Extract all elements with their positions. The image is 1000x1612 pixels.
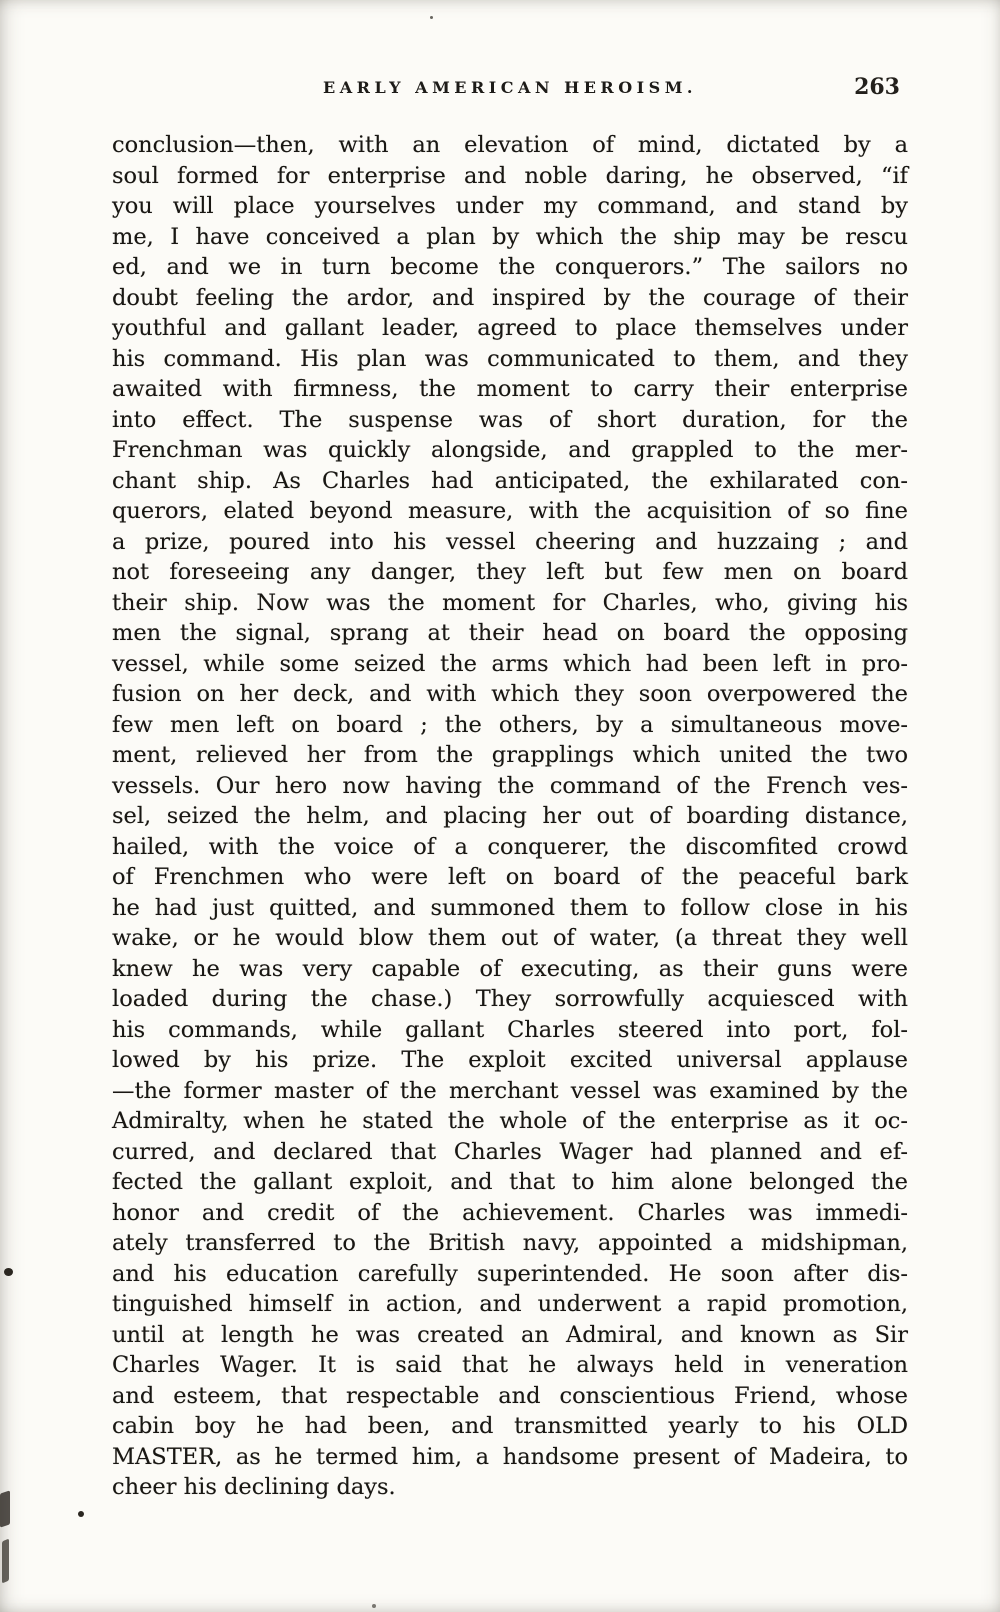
text-line: curred, and declared that Charles Wager had planned and ef- bbox=[112, 1138, 908, 1165]
text-line: few men left on board ; the others, by a simultaneous move- bbox=[112, 711, 908, 738]
text-line: knew he was very capable of executing, as their guns were bbox=[112, 955, 908, 982]
text-line: vessel, while some seized the arms which had been left in pro- bbox=[112, 650, 908, 677]
text-line: soul formed for enterprise and noble daring, he observed, “if bbox=[112, 162, 908, 189]
text-line: cabin boy he had been, and transmitted yearly to his OLD bbox=[112, 1413, 908, 1439]
text-line: into effect. The suspense was of short duration, for the bbox=[112, 406, 908, 433]
text-line: ed, and we in turn become the conquerors.” The sailors no bbox=[112, 254, 908, 280]
text-line: of Frenchmen who were left on board of the peaceful bark bbox=[112, 864, 908, 890]
running-title: EARLY AMERICAN HEROISM. bbox=[323, 78, 697, 97]
text-line: tinguished himself in action, and underwent a rapid promotion, bbox=[112, 1291, 908, 1317]
text-line: a prize, poured into his vessel cheering and huzzaing ; and bbox=[112, 528, 908, 555]
text-line: querors, elated beyond measure, with the acquisition of so fine bbox=[112, 498, 908, 524]
text-line: his command. His plan was communicated to them, and they bbox=[112, 345, 908, 372]
scan-artifact bbox=[0, 1490, 10, 1527]
running-head bbox=[112, 74, 908, 108]
text-line: ment, relieved her from the grapplings which united the two bbox=[112, 742, 908, 768]
scan-artifact bbox=[78, 1511, 84, 1517]
text-line: doubt feeling the ardor, and inspired by the courage of their bbox=[112, 284, 908, 311]
scan-artifact bbox=[2, 1538, 9, 1583]
text-line: Admiralty, when he stated the whole of the enterprise as it oc- bbox=[112, 1108, 908, 1134]
scan-artifact bbox=[430, 16, 433, 19]
text-line: me, I have conceived a plan by which the ship may be rescu bbox=[112, 223, 908, 250]
text-line: and his education carefully superintended. He soon after dis- bbox=[112, 1260, 908, 1287]
text-line: hailed, with the voice of a conquerer, the discomfited crowd bbox=[112, 833, 908, 860]
text-line: conclusion—then, with an elevation of mind, dictated by a bbox=[112, 132, 908, 158]
text-line: not foreseeing any danger, they left but few men on board bbox=[112, 559, 908, 585]
text-line: his commands, while gallant Charles steered into port, fol- bbox=[112, 1016, 908, 1043]
text-line: wake, or he would blow them out of water, (a threat they well bbox=[112, 925, 908, 951]
text-line: loaded during the chase.) They sorrowfully acquiesced with bbox=[112, 986, 908, 1012]
text-line: men the signal, sprang at their head on board the opposing bbox=[112, 620, 908, 646]
text-line: lowed by his prize. The exploit excited universal applause bbox=[112, 1047, 908, 1073]
page-text bbox=[112, 130, 908, 1503]
scan-artifact bbox=[372, 1604, 376, 1608]
text-line: and esteem, that respectable and conscientious Friend, whose bbox=[112, 1382, 908, 1409]
text-line: —the former master of the merchant vessel was examined by the bbox=[112, 1077, 908, 1104]
text-line: vessels. Our hero now having the command of the French ves- bbox=[112, 772, 908, 799]
scan-artifact bbox=[4, 1268, 13, 1276]
text-line: MASTER, as he termed him, a handsome present of Madeira, to bbox=[112, 1443, 908, 1470]
text-line: awaited with firmness, the moment to carry their enterprise bbox=[112, 376, 908, 402]
text-line: chant ship. As Charles had anticipated, the exhilarated con- bbox=[112, 467, 908, 494]
page-number: 263 bbox=[854, 74, 900, 100]
text-line: cheer his declining days. bbox=[112, 1474, 396, 1500]
text-line: youthful and gallant leader, agreed to place themselves under bbox=[112, 315, 908, 341]
text-line: until at length he was created an Admiral, and known as Sir bbox=[112, 1321, 908, 1348]
text-line: ately transferred to the British navy, appointed a midshipman, bbox=[112, 1230, 908, 1256]
text-line: Charles Wager. It is said that he always held in veneration bbox=[112, 1352, 908, 1378]
text-line: you will place yourselves under my command, and stand by bbox=[112, 193, 908, 219]
text-line: he had just quitted, and summoned them to follow close in his bbox=[112, 894, 908, 921]
text-line: sel, seized the helm, and placing her out of boarding distance, bbox=[112, 803, 908, 829]
text-line: their ship. Now was the moment for Charles, who, giving his bbox=[112, 589, 908, 616]
text-line: fected the gallant exploit, and that to him alone belonged the bbox=[112, 1169, 908, 1195]
text-line: fusion on her deck, and with which they soon overpowered the bbox=[112, 681, 908, 707]
text-line: honor and credit of the achievement. Charles was immedi- bbox=[112, 1199, 908, 1226]
text-line: Frenchman was quickly alongside, and grappled to the mer- bbox=[112, 437, 908, 463]
